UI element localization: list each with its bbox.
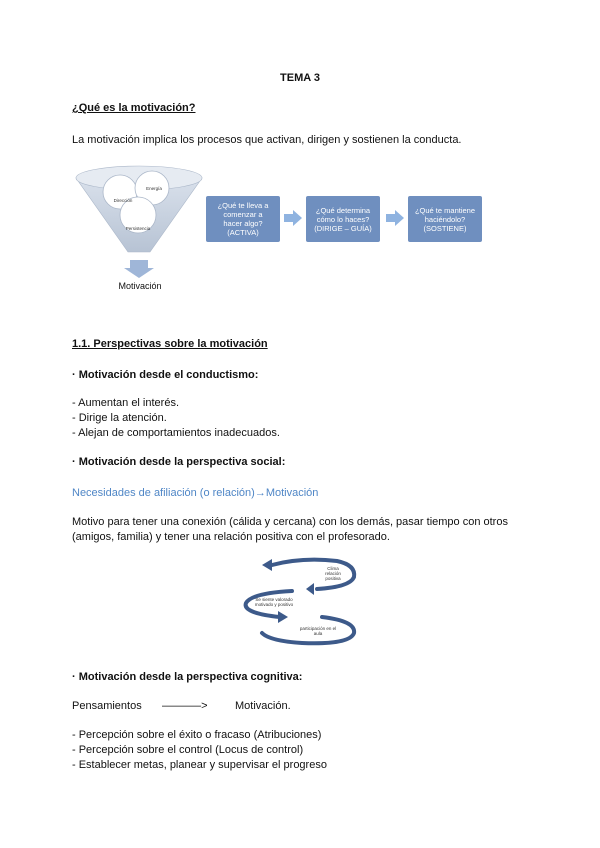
cycle-label-valued: Se siente valorado motivado y positivo	[254, 597, 294, 607]
box-activa: ¿Qué te lleva a comenzar a hacer algo? (ACTIVA)	[206, 196, 280, 242]
funnel-caption: Motivación	[118, 281, 162, 291]
section-heading-perspectives: 1.1. Perspectivas sobre la motivación	[72, 338, 268, 350]
social-title: · Motivación desde la perspectiva social:	[72, 456, 286, 468]
list-item: - Alejan de comportamientos inadecuados.	[72, 427, 280, 439]
social-paragraph-line-1: Motivo para tener una conexión (cálida y cercana) con los demás, pasar tiempo con otros	[72, 516, 508, 528]
list-item: - Establecer metas, planear y supervisar el progreso	[72, 759, 327, 771]
social-subtitle: Necesidades de afiliación (o relación)→Motivación	[72, 487, 319, 499]
intro-paragraph: La motivación implica los procesos que activan, dirigen y sostienen la conducta.	[72, 134, 462, 146]
arrow-right-icon	[386, 210, 404, 226]
cycle-label-climate: Clima relación positiva	[325, 566, 341, 581]
conductismo-title: · Motivación desde el conductismo:	[72, 369, 259, 381]
funnel-label-direction: Dirección	[113, 198, 133, 203]
social-paragraph-line-2: (amigos, familia) y tener una relación positiva con el profesorado.	[72, 531, 390, 543]
cognitiva-right: Motivación.	[235, 700, 291, 712]
list-item: - Aumentan el interés.	[72, 397, 180, 409]
cycle-label-participation: participación en el aula	[299, 626, 337, 636]
box-dirige: ¿Qué determina cómo lo haces? (DIRIGE – GUÍA)	[306, 196, 380, 242]
box-sostiene: ¿Qué te mantiene haciéndolo? (SOSTIENE)	[408, 196, 482, 242]
funnel-label-energy: Energía	[146, 186, 162, 191]
section-heading-motivation: ¿Qué es la motivación?	[72, 102, 196, 114]
cognitiva-arrow: ———–>	[162, 700, 208, 712]
list-item: - Percepción sobre el control (Locus de control)	[72, 744, 304, 756]
funnel-label-persistence: Persistencia	[125, 226, 151, 231]
page-title: TEMA 3	[280, 72, 320, 84]
arrow-right-icon	[284, 210, 302, 226]
list-item: - Dirige la atención.	[72, 412, 167, 424]
cognitiva-title: · Motivación desde la perspectiva cognitiva:	[72, 671, 303, 683]
list-item: - Percepción sobre el éxito o fracaso (Atribuciones)	[72, 729, 322, 741]
cognitiva-left: Pensamientos	[72, 700, 142, 712]
